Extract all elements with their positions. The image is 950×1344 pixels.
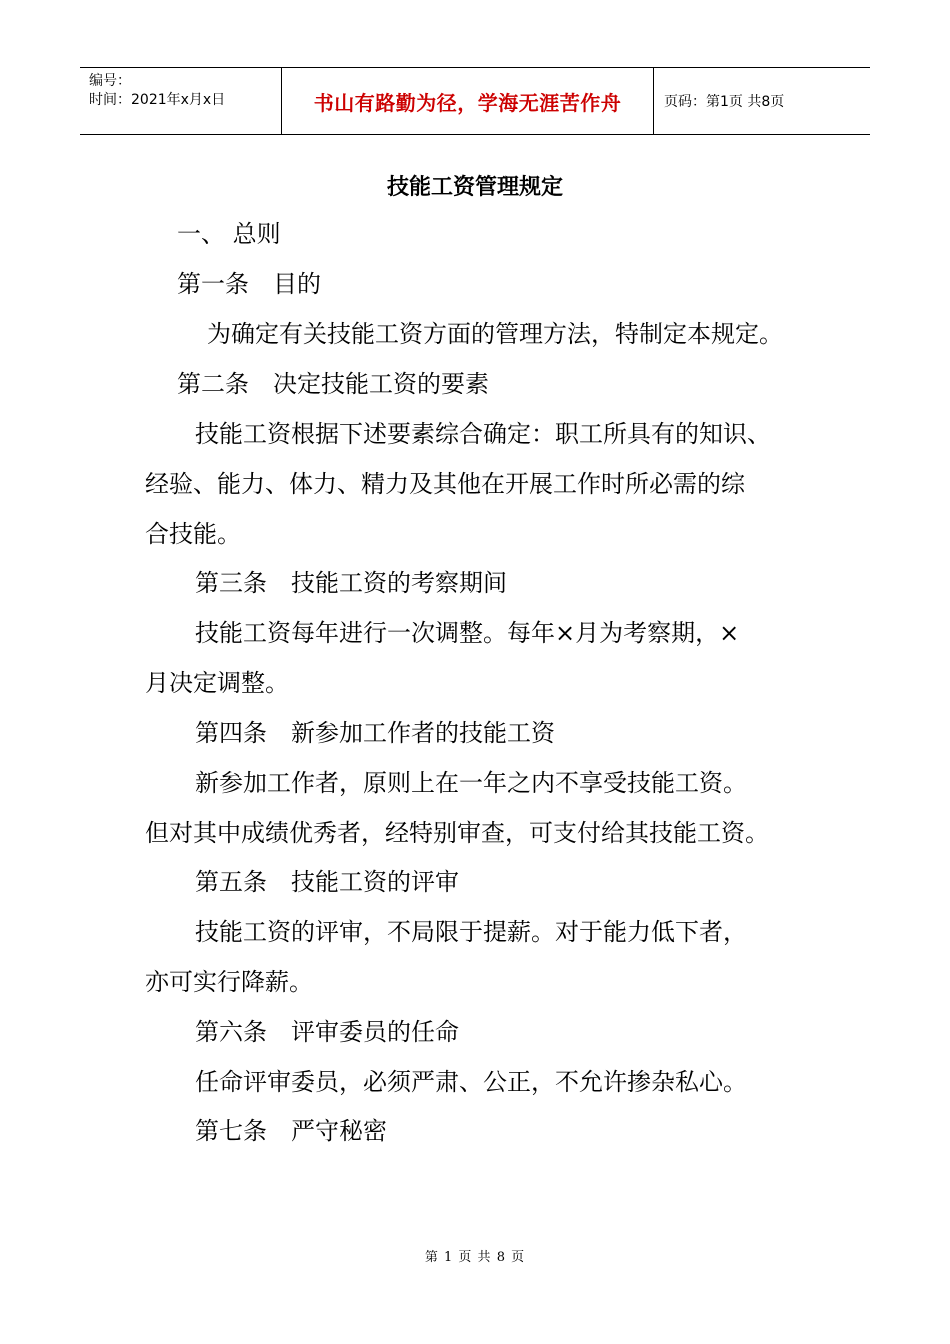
article-heading: 第三条 技能工资的考察期间 — [195, 569, 507, 597]
paragraph-line: 月决定调整。 — [145, 669, 289, 697]
paragraph-line: 合技能。 — [145, 520, 241, 548]
document-header — [80, 67, 870, 135]
article-heading: 第二条 决定技能工资的要素 — [177, 370, 489, 398]
header-meta — [80, 68, 282, 134]
article-heading: 第四条 新参加工作者的技能工资 — [195, 719, 555, 747]
paragraph-line: 为确定有关技能工资方面的管理方法，特制定本规定。 — [207, 320, 783, 348]
article-heading: 第一条 目的 — [177, 270, 321, 298]
article-heading: 第五条 技能工资的评审 — [195, 868, 459, 896]
paragraph-line: 经验、能力、体力、精力及其他在开展工作时所必需的综 — [145, 470, 745, 498]
header-time-label: 时间：2021年x月x日 — [89, 92, 226, 108]
document-title: 技能工资管理规定 — [386, 175, 563, 200]
paragraph-line: 技能工资的评审，不局限于提薪。对于能力低下者， — [195, 918, 747, 946]
section-heading: 一、 总则 — [177, 220, 281, 248]
paragraph-line: 但对其中成绩优秀者，经特别审查，可支付给其技能工资。 — [145, 819, 769, 847]
paragraph-line: 任命评审委员，必须严肃、公正，不允许掺杂私心。 — [195, 1068, 747, 1096]
paragraph-line: 亦可实行降薪。 — [145, 968, 313, 996]
article-heading: 第七条 严守秘密 — [195, 1117, 387, 1145]
article-heading: 第六条 评审委员的任命 — [195, 1018, 459, 1046]
paragraph-line: 新参加工作者，原则上在一年之内不享受技能工资。 — [195, 769, 747, 797]
paragraph-line: 技能工资每年进行一次调整。每年×月为考察期，× — [195, 619, 740, 647]
paragraph-line: 技能工资根据下述要素综合确定：职工所具有的知识、 — [195, 420, 771, 448]
page-footer: 第 1 页 共 8 页 — [424, 1250, 526, 1265]
header-page-info: 页码：第1页 共8页 — [664, 94, 785, 110]
header-number-label: 编号： — [89, 73, 131, 89]
header-motto: 书山有路勤为径，学海无涯苦作舟 — [282, 68, 654, 134]
